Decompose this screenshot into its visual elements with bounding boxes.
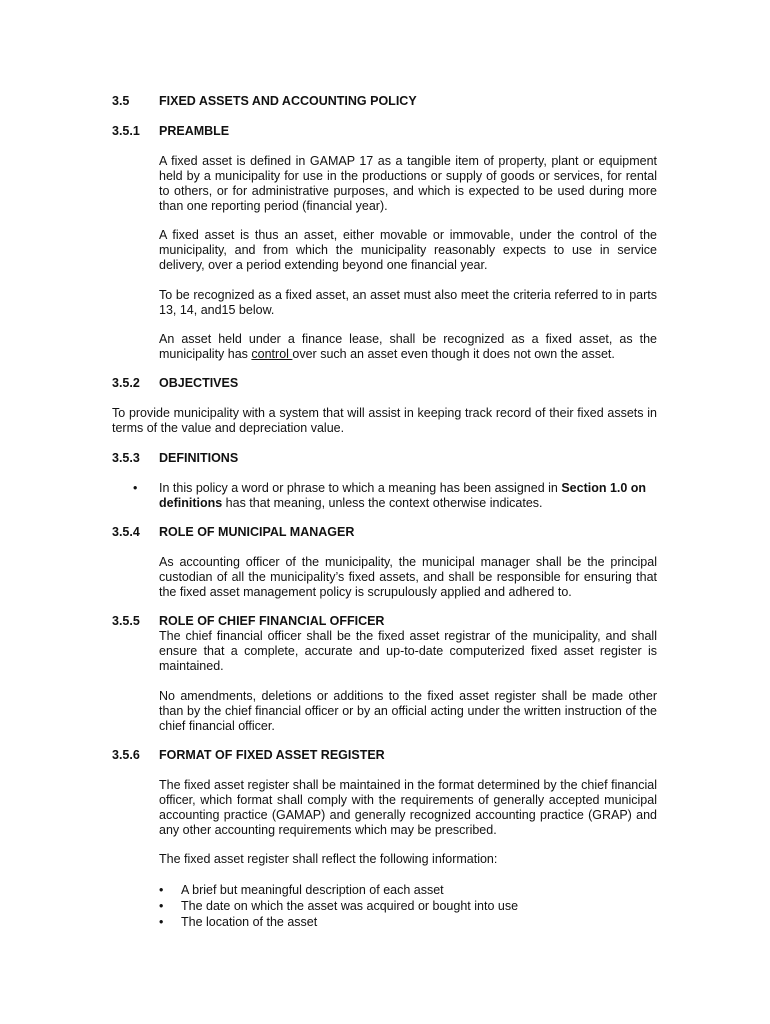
list-item-text: The date on which the asset was acquired or bought into use [181, 899, 519, 913]
cfo-title: ROLE OF CHIEF FINANCIAL OFFICER [159, 614, 385, 628]
preamble-paragraph-1: A fixed asset is defined in GAMAP 17 as a tangible item of property, plant or equipment held by a municipality for use in the productions or supply of goods or services, for rental to others, or for administrative purposes, and which is expected to be used during more than one reporting period (financial year). [159, 154, 657, 213]
preamble-number: 3.5.1 [112, 124, 140, 138]
manager-title: ROLE OF MUNICIPAL MANAGER [159, 525, 355, 539]
cfo-paragraph-1: The chief financial officer shall be the fixed asset registrar of the municipality, and shall ensure that a complete, accurate and up-to-date computerized fixed asset register is maintained. [159, 629, 657, 673]
list-item-text: The location of the asset [181, 915, 318, 929]
definitions-bullet-text: In this policy a word or phrase to which a meaning has been assigned in Section 1.0 on definitions has that meaning, unless the context otherwise indicates. [159, 481, 647, 510]
objectives-paragraph: To provide municipality with a system that will assist in keeping track record of their fixed assets in terms of the value and depreciation value. [112, 406, 657, 435]
format-number: 3.5.6 [112, 748, 140, 762]
bullet-icon: • [159, 915, 164, 929]
bullet-icon: • [159, 899, 164, 913]
definitions-title: DEFINITIONS [159, 451, 239, 465]
format-title: FORMAT OF FIXED ASSET REGISTER [159, 748, 385, 762]
preamble-paragraph-3: To be recognized as a fixed asset, an asset must also meet the criteria referred to in parts 13, 14, and15 below. [159, 288, 657, 317]
list-item-text: A brief but meaningful description of each asset [181, 883, 444, 897]
format-paragraph-2: The fixed asset register shall reflect the following information: [159, 852, 498, 866]
cfo-number: 3.5.5 [112, 614, 140, 628]
section-title: FIXED ASSETS AND ACCOUNTING POLICY [159, 94, 417, 108]
manager-number: 3.5.4 [112, 525, 140, 539]
cfo-paragraph-2: No amendments, deletions or additions to the fixed asset register shall be made other than by the chief financial officer or by an official acting under the written instruction of the chief financial officer. [159, 689, 657, 733]
bullet-icon: • [133, 481, 138, 495]
definitions-number: 3.5.3 [112, 451, 140, 465]
definitions-reference: Section 1.0 on definitions [159, 481, 647, 510]
format-paragraph-1: The fixed asset register shall be maintained in the format determined by the chief financial officer, which format shall comply with the requirements of generally accepted municipal accounting practice (GAMAP) and generally recognized accounting practice (GRAP) and any other accounting requirements which may be prescribed. [159, 778, 657, 837]
objectives-number: 3.5.2 [112, 376, 140, 390]
preamble-title: PREAMBLE [159, 124, 230, 138]
preamble-paragraph-2: A fixed asset is thus an asset, either movable or immovable, under the control of the municipality, and from which the municipality reasonably expects to use in service delivery, over a period extending beyond one financial year. [159, 228, 657, 272]
objectives-title: OBJECTIVES [159, 376, 239, 390]
section-number: 3.5 [112, 94, 130, 108]
preamble-paragraph-4: An asset held under a finance lease, shall be recognized as a fixed asset, as the municipality has control over such an asset even though it does not own the asset. [159, 332, 657, 361]
manager-paragraph: As accounting officer of the municipality, the municipal manager shall be the principal custodian of all the municipality’s fixed assets, and shall be responsible for ensuring that the fixed asset management policy is scrupulously applied and adhered to. [159, 555, 657, 599]
underlined-control: control [251, 347, 293, 361]
bullet-icon: • [159, 883, 164, 897]
